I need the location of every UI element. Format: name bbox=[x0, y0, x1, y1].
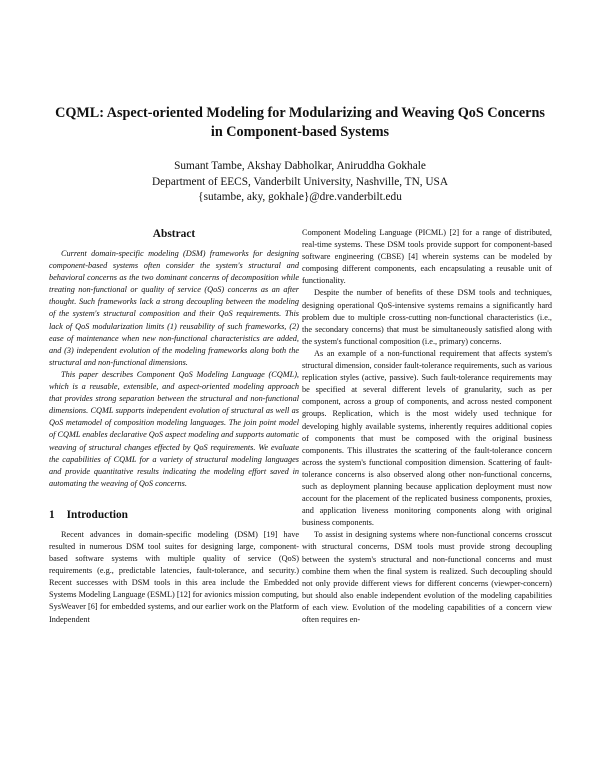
author-affiliation: Department of EECS, Vanderbilt University, Nashville, TN, USA bbox=[152, 175, 448, 188]
author-names: Sumant Tambe, Akshay Dabholkar, Aniruddha Gokhale bbox=[174, 160, 426, 172]
abstract-paragraph-2: This paper describes Component QoS Modeling Language (CQML), which is a reusable, extensible, and aspect-oriented modeling approach that provides strong separation between the structural and non-functional dimensions. CQML supports independent evolution of structural as well as QoS metamodel of composition modeling languages. The join point model of CQML enables declarative QoS aspect modeling and supports automatic weaving of structural changes effected by QoS requirements. We evaluate the capabilities of CQML for a variety of structural modeling languages and provide quantitative results indicating the modeling effort saved in automating the weaving of QoS concerns. bbox=[49, 369, 299, 488]
title-line-2: in Component-based Systems bbox=[210, 124, 390, 140]
section-heading-introduction bbox=[49, 508, 299, 522]
body-paragraph-4: To assist in designing systems where non-functional concerns crosscut with structural concerns, DSM tools must provide strong decoupling between the system's structural and non-functional concerns and must combine them when the final system is realized. Such decoupling should not only provide different views for different concerns (viewper-concern) but should also enable independent evolution of the modeling capabilities of each view. Evolution of the modeling capabilities of a concern view often requires en- bbox=[302, 530, 552, 624]
section-title: Introduction bbox=[66, 508, 128, 521]
title-line-1: CQML: Aspect-oriented Modeling for Modularizing and Weaving QoS Concerns bbox=[55, 105, 545, 121]
abstract-heading: Abstract bbox=[152, 228, 196, 240]
section-number: 1 bbox=[49, 508, 55, 521]
left-column bbox=[49, 227, 299, 626]
body-paragraph-3: As an example of a non-functional requirement that affects system's structural dimension, consider fault-tolerance requirements, such as various replication styles (active, passive). Such fault-tolerance requirements may be specified at several different levels of granularity, such as per component, across a group of components, and across nested component groups. Replication, which is the most widely used technique for developing highly available systems, inherently requires additional copies of components that must be composed with the original business components. This illustrates the scattering of the fault-tolerance concern across the system's functional composition dimension. Scattering of fault-tolerance concerns is also observed along other non-functional concerns, such as deployment planning because application deployment must now account for the placement of the replicated business components, proxies, and application liveness monitoring components along with original business components. bbox=[302, 348, 552, 528]
body-paragraph-continued: Component Modeling Language (PICML) [2] for a range of distributed, real-time systems. These DSM tools provide support for component-based software engineering (CBSE) [4] wherein systems can be modeled by composing different components, each encapsulating a reusable unit of functionality. bbox=[302, 228, 552, 286]
paper-title bbox=[40, 104, 560, 142]
body-paragraph-2: Despite the number of benefits of these DSM tools and techniques, designing operational QoS-intensive systems remains a significantly hard problem due to multiple cross-cutting non-functional characteristics (i.e., the secondary concerns) that must be simultaneously satisfied along with the system's functional composition (i.e., primary) concerns. bbox=[302, 288, 552, 346]
author-block bbox=[40, 159, 560, 206]
abstract-paragraph-1: Current domain-specific modeling (DSM) frameworks for designing component-based systems often consider the system's structural and behavioral concerns as the two dominant concerns of decomposition while treating non-functional or quality of service (QoS) concerns as an after thought. Such frameworks lack a strong decoupling between the modeling of the system's structural composition and their QoS requirements. This lack of QoS modularization limits (1) reusability of such frameworks, (2) ease of maintenance when new non-functional characteristics are added, and (3) independent evolution of the modeling frameworks along both the structural and non-functional dimensions. bbox=[49, 249, 299, 367]
right-column bbox=[302, 227, 552, 626]
author-email: {sutambe, aky, gokhale}@dre.vanderbilt.edu bbox=[198, 191, 402, 204]
introduction-paragraph-1: Recent advances in domain-specific modeling (DSM) [19] have resulted in numerous DSM tool suites for designing large, component-based software systems with multiple quality of service (QoS) requirements (e.g., predictable latencies, fault-tolerance, and security.) Recent successes with DSM tools in this area include the Embedded Systems Modeling Language (ESML) [12] for avionics mission computing, SysWeaver [6] for embedded systems, and our earlier work on the Platform Independent bbox=[49, 529, 299, 624]
